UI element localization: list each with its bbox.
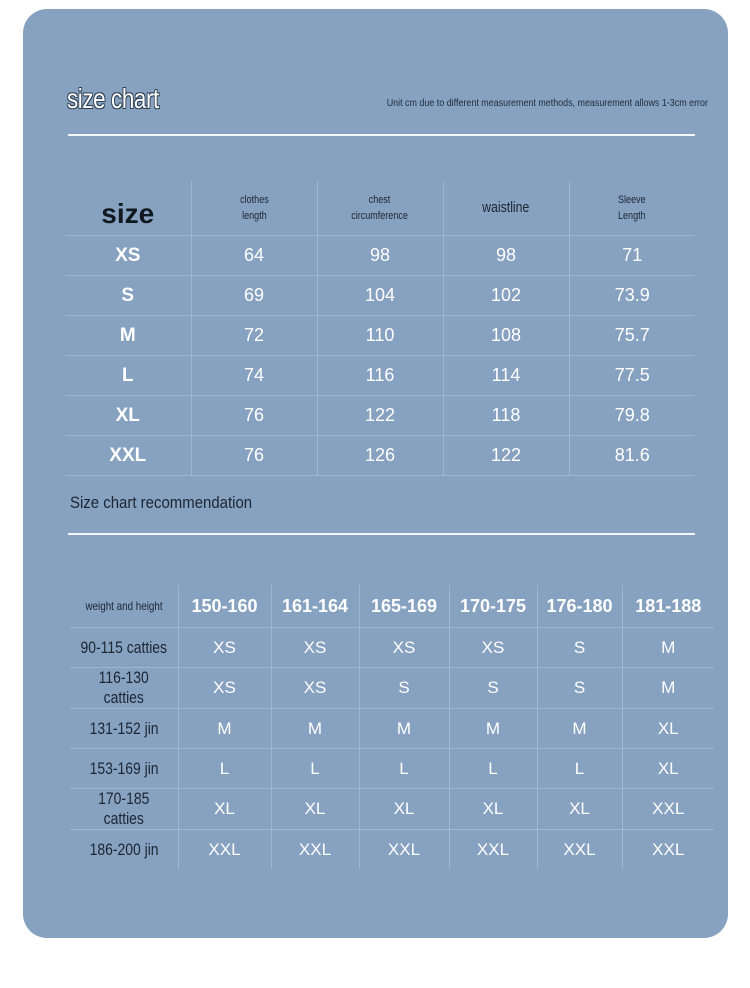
table-cell: XL: [178, 789, 271, 830]
table-cell: XS: [178, 628, 271, 668]
table-cell: 64: [191, 236, 317, 276]
table-cell: XS: [178, 668, 271, 709]
table-cell: 74: [191, 356, 317, 396]
table-cell: S: [449, 668, 537, 709]
recommendation-header: [70, 585, 714, 628]
table-cell: L: [537, 749, 622, 789]
table-cell: M: [537, 709, 622, 749]
weight-height-header: weight and height: [70, 585, 178, 628]
table-cell: XS: [449, 628, 537, 668]
table-cell: 102: [443, 276, 569, 316]
height-header: 165-169: [359, 585, 449, 628]
table-row: [65, 396, 695, 436]
size-label: S: [65, 276, 191, 316]
weight-label: 186-200 jin: [70, 830, 178, 870]
size-label: XXL: [65, 436, 191, 476]
table-cell: M: [359, 709, 449, 749]
table-cell: L: [271, 749, 359, 789]
table-cell: 98: [443, 236, 569, 276]
table-cell: XL: [622, 709, 714, 749]
header-chest-circumference: chest circumference: [317, 181, 443, 236]
table-cell: 73.9: [569, 276, 695, 316]
table-row: [70, 709, 714, 749]
table-row: [65, 276, 695, 316]
table-cell: 122: [443, 436, 569, 476]
table-cell: XXL: [537, 830, 622, 870]
table-cell: XS: [359, 628, 449, 668]
table-cell: M: [271, 709, 359, 749]
table-row: [70, 749, 714, 789]
table-cell: XL: [537, 789, 622, 830]
weight-label: 153-169 jin: [70, 749, 178, 789]
table-cell: 116: [317, 356, 443, 396]
table-cell: 79.8: [569, 396, 695, 436]
table-cell: 72: [191, 316, 317, 356]
table-cell: 81.6: [569, 436, 695, 476]
height-header: 176-180: [537, 585, 622, 628]
table-cell: 69: [191, 276, 317, 316]
table-cell: M: [622, 668, 714, 709]
table-cell: XL: [271, 789, 359, 830]
weight-label: 116-130 catties: [70, 668, 178, 709]
size-label: M: [65, 316, 191, 356]
table-cell: 77.5: [569, 356, 695, 396]
size-label: XL: [65, 396, 191, 436]
header-waistline: waistline: [443, 181, 569, 236]
size-recommendation-table: [70, 585, 714, 869]
size-column-header: size: [65, 181, 191, 236]
table-cell: XS: [271, 628, 359, 668]
header-clothes-length: clothes length: [191, 181, 317, 236]
table-row: [65, 356, 695, 396]
table-cell: S: [537, 668, 622, 709]
height-header: 161-164: [271, 585, 359, 628]
size-label: XS: [65, 236, 191, 276]
table-cell: XXL: [449, 830, 537, 870]
table-row: [70, 830, 714, 870]
table-cell: 75.7: [569, 316, 695, 356]
table-row: [65, 316, 695, 356]
weight-label: 170-185 catties: [70, 789, 178, 830]
table-cell: 114: [443, 356, 569, 396]
table-cell: L: [449, 749, 537, 789]
measurement-note: Unit cm due to different measurement methods, measurement allows 1-3cm error: [386, 97, 708, 109]
table-cell: 71: [569, 236, 695, 276]
size-label: L: [65, 356, 191, 396]
size-measurement-table: [65, 181, 695, 476]
table-row: [70, 668, 714, 709]
table-cell: 104: [317, 276, 443, 316]
table-cell: 110: [317, 316, 443, 356]
table-row: [65, 236, 695, 276]
table-cell: L: [178, 749, 271, 789]
table-row: [70, 789, 714, 830]
table-cell: M: [449, 709, 537, 749]
table-cell: XL: [359, 789, 449, 830]
table-cell: XS: [271, 668, 359, 709]
title-divider: [68, 134, 695, 136]
table-cell: XXL: [652, 839, 685, 859]
table-cell: XXL: [622, 789, 714, 830]
table-cell: XL: [449, 789, 537, 830]
table-cell: XL: [622, 749, 714, 789]
page-title: size chart: [67, 83, 159, 114]
table-cell: 122: [317, 396, 443, 436]
table-cell: 76: [191, 436, 317, 476]
size-chart-card: [23, 9, 728, 938]
table-cell: XXL: [271, 830, 359, 870]
table-cell: S: [537, 628, 622, 668]
table-cell: XXL: [359, 830, 449, 870]
height-header: 181-188: [622, 585, 714, 628]
table-cell: XXL: [178, 830, 271, 870]
recommendation-title: Size chart recommendation: [70, 493, 253, 512]
table-cell: 108: [443, 316, 569, 356]
header-sleeve-length: Sleeve Length: [569, 181, 695, 236]
weight-label: 131-152 jin: [70, 709, 178, 749]
table-cell: L: [359, 749, 449, 789]
table-cell: 126: [317, 436, 443, 476]
table-cell: M: [622, 628, 714, 668]
recommendation-divider: [68, 533, 695, 535]
table-cell: 118: [443, 396, 569, 436]
table-row: [65, 436, 695, 476]
table-cell: 76: [191, 396, 317, 436]
table-row: [70, 628, 714, 668]
height-header: 150-160: [178, 585, 271, 628]
size-table-header: [65, 181, 695, 236]
weight-label: 90-115 catties: [70, 628, 178, 668]
table-cell: S: [359, 668, 449, 709]
table-cell: 98: [317, 236, 443, 276]
height-header: 170-175: [449, 585, 537, 628]
table-cell: M: [178, 709, 271, 749]
